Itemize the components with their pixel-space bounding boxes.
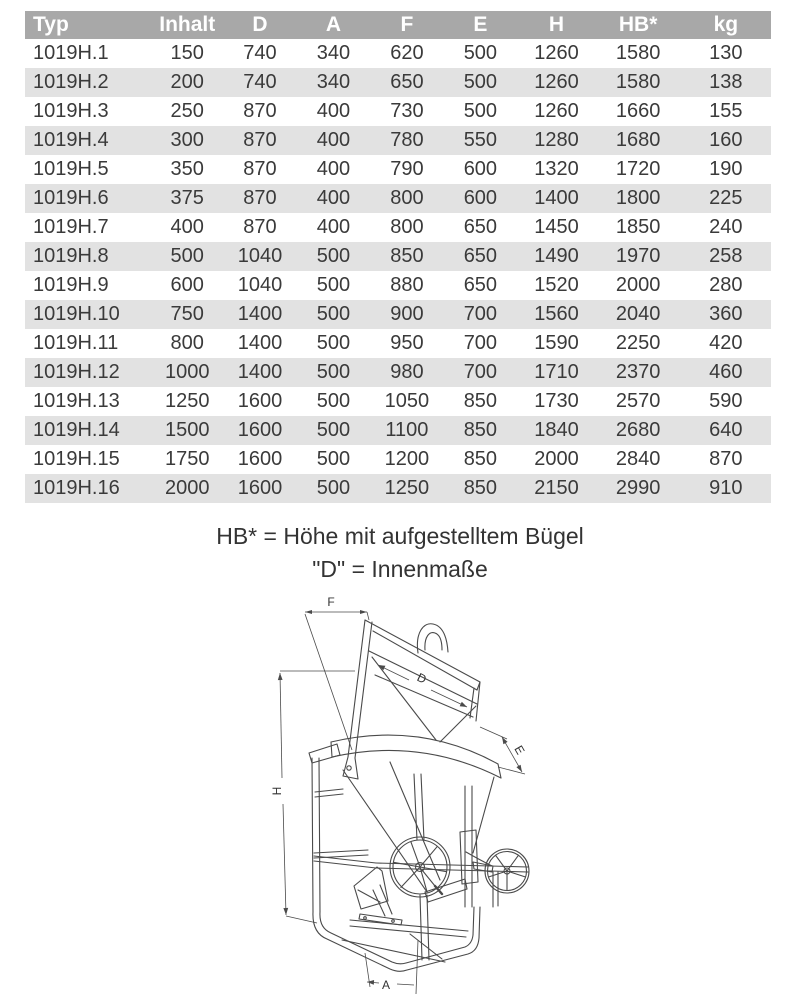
spec-table-section (25, 11, 771, 503)
table-cell: 2250 (615, 332, 661, 354)
table-cell: 500 (463, 42, 498, 64)
table-cell: 138 (709, 71, 743, 93)
table-cell: 1660 (615, 100, 661, 122)
cell-typ: 1019H.10 (33, 303, 120, 325)
table-cell: 780 (390, 129, 424, 151)
table-cell: 1750 (164, 448, 210, 470)
column-header-f: F (370, 11, 443, 39)
table-body (25, 39, 771, 503)
table-cell: 340 (316, 71, 351, 93)
table-cell: 750 (170, 303, 204, 325)
cell-typ: 1019H.3 (33, 100, 109, 122)
dim-label-d: D (414, 670, 429, 687)
cell-typ: 1019H.9 (33, 274, 109, 296)
table-cell: 1710 (534, 361, 579, 383)
table-cell: 1600 (237, 477, 283, 499)
table-cell: 420 (709, 332, 743, 354)
table-cell: 500 (316, 303, 351, 325)
table-cell: 1600 (237, 390, 283, 412)
table-cell: 1680 (615, 129, 661, 151)
table-cell: 700 (463, 303, 498, 325)
table-cell: 1400 (237, 303, 283, 325)
table-cell: 790 (390, 158, 424, 180)
cell-typ: 1019H.14 (33, 419, 120, 441)
table-cell: 1450 (534, 216, 579, 238)
table-cell: 2680 (615, 419, 661, 441)
table-row (25, 155, 771, 184)
dimension-lines (280, 612, 528, 994)
table-cell: 190 (709, 158, 743, 180)
column-header-typ: Typ (25, 11, 151, 39)
table-cell: 1840 (534, 419, 579, 441)
table-cell: 1040 (237, 245, 283, 267)
table-cell: 1000 (164, 361, 210, 383)
table-cell: 650 (390, 71, 424, 93)
table-cell: 650 (463, 274, 498, 296)
table-row (25, 213, 771, 242)
cell-typ: 1019H.16 (33, 477, 120, 499)
table-cell: 500 (170, 245, 204, 267)
table-cell: 1400 (534, 187, 579, 209)
table-cell: 910 (709, 477, 743, 499)
table-cell: 350 (170, 158, 204, 180)
table-cell: 460 (709, 361, 743, 383)
cell-typ: 1019H.11 (33, 332, 119, 354)
table-cell: 600 (170, 274, 204, 296)
table-cell: 400 (316, 158, 351, 180)
table-cell: 500 (316, 274, 351, 296)
spec-table (25, 11, 771, 503)
table-cell: 1850 (615, 216, 661, 238)
table-cell: 2840 (615, 448, 661, 470)
table-cell: 2990 (615, 477, 661, 499)
table-row (25, 445, 771, 474)
table-cell: 850 (463, 477, 498, 499)
table-cell: 550 (463, 129, 498, 151)
table-cell: 1250 (384, 477, 430, 499)
table-row (25, 474, 771, 503)
table-cell: 500 (316, 361, 351, 383)
table-cell: 1260 (534, 71, 579, 93)
table-cell: 1200 (384, 448, 430, 470)
table-cell: 300 (170, 129, 204, 151)
table-cell: 225 (709, 187, 743, 209)
cell-typ: 1019H.15 (33, 448, 120, 470)
column-header-a: A (297, 11, 371, 39)
bucket-drawing-svg (230, 590, 575, 1000)
table-cell: 850 (463, 419, 498, 441)
table-cell: 1250 (164, 390, 210, 412)
table-cell: 1560 (534, 303, 579, 325)
table-cell: 2570 (615, 390, 661, 412)
table-cell: 700 (463, 361, 498, 383)
table-cell: 640 (709, 419, 743, 441)
table-row (25, 68, 771, 97)
table-row (25, 358, 771, 387)
cell-typ: 1019H.12 (33, 361, 120, 383)
table-cell: 240 (709, 216, 743, 238)
table-row (25, 300, 771, 329)
table-cell: 700 (463, 332, 498, 354)
column-header-e: E (443, 11, 517, 39)
cell-typ: 1019H.5 (33, 158, 109, 180)
table-row (25, 184, 771, 213)
table-cell: 870 (243, 187, 277, 209)
table-cell: 1320 (534, 158, 579, 180)
table-cell: 650 (463, 245, 498, 267)
table-cell: 1490 (534, 245, 579, 267)
table-cell: 2000 (164, 477, 210, 499)
table-row (25, 39, 771, 68)
table-cell: 590 (709, 390, 743, 412)
cell-typ: 1019H.7 (33, 216, 109, 238)
table-cell: 1100 (385, 419, 429, 441)
table-cell: 2000 (534, 448, 579, 470)
table-cell: 1260 (534, 42, 579, 64)
column-header-d: D (223, 11, 296, 39)
table-cell: 500 (463, 71, 498, 93)
table-cell: 1730 (534, 390, 579, 412)
table-cell: 500 (316, 332, 351, 354)
table-cell: 1040 (237, 274, 283, 296)
footnote-hb: HB* = Höhe mit aufgestelltem Bügel (216, 523, 584, 549)
table-cell: 800 (390, 216, 424, 238)
table-cell: 1520 (534, 274, 579, 296)
table-cell: 620 (390, 42, 424, 64)
dim-label-h: H (270, 786, 284, 796)
table-cell: 1970 (615, 245, 661, 267)
table-cell: 740 (243, 71, 277, 93)
table-cell: 600 (463, 158, 498, 180)
dim-label-e: E (511, 743, 528, 757)
table-cell: 870 (243, 216, 277, 238)
table-cell: 870 (243, 100, 277, 122)
table-cell: 850 (390, 245, 424, 267)
column-header-kg: kg (681, 11, 771, 39)
dim-label-a: A (382, 978, 391, 992)
table-row (25, 126, 771, 155)
table-cell: 1600 (237, 448, 283, 470)
table-cell: 1590 (534, 332, 579, 354)
table-cell: 880 (390, 274, 424, 296)
table-cell: 600 (463, 187, 498, 209)
technical-drawing (230, 590, 575, 1000)
table-row (25, 329, 771, 358)
table-cell: 2150 (534, 477, 579, 499)
table-cell: 1050 (384, 390, 430, 412)
cell-typ: 1019H.8 (33, 245, 109, 267)
table-cell: 980 (390, 361, 424, 383)
table-cell: 800 (170, 332, 204, 354)
table-cell: 500 (316, 390, 351, 412)
table-cell: 280 (709, 274, 743, 296)
cell-typ: 1019H.1 (33, 42, 109, 64)
table-row (25, 242, 771, 271)
table-cell: 500 (316, 448, 351, 470)
table-cell: 730 (390, 100, 424, 122)
table-cell: 400 (316, 100, 351, 122)
footnotes (0, 520, 800, 586)
table-cell: 870 (243, 158, 277, 180)
table-cell: 1800 (615, 187, 661, 209)
table-header-row (25, 11, 771, 39)
footnote-d: "D" = Innenmaße (312, 556, 488, 582)
table-cell: 1400 (237, 332, 283, 354)
table-cell: 375 (170, 187, 204, 209)
table-cell: 740 (243, 42, 277, 64)
table-cell: 870 (243, 129, 277, 151)
cell-typ: 1019H.13 (33, 390, 120, 412)
table-cell: 400 (170, 216, 204, 238)
table-cell: 2040 (615, 303, 661, 325)
table-cell: 500 (316, 245, 351, 267)
table-cell: 500 (316, 419, 351, 441)
table-cell: 200 (170, 71, 204, 93)
table-cell: 1580 (615, 71, 661, 93)
table-cell: 250 (170, 100, 204, 122)
handwheel-large (390, 837, 450, 897)
table-cell: 1500 (164, 419, 210, 441)
table-cell: 340 (316, 42, 351, 64)
column-header-inhalt: Inhalt (151, 11, 223, 39)
table-cell: 1720 (615, 158, 661, 180)
table-cell: 1600 (237, 419, 283, 441)
table-cell: 900 (390, 303, 424, 325)
table-cell: 850 (463, 390, 498, 412)
table-cell: 850 (463, 448, 498, 470)
table-cell: 1260 (534, 100, 579, 122)
table-cell: 1400 (237, 361, 283, 383)
table-cell: 150 (170, 42, 204, 64)
table-cell: 400 (316, 129, 351, 151)
table-cell: 400 (316, 187, 351, 209)
dim-label-f: F (327, 595, 335, 609)
table-cell: 160 (709, 129, 743, 151)
table-cell: 2370 (615, 361, 661, 383)
table-cell: 1580 (615, 42, 661, 64)
table-cell: 650 (463, 216, 498, 238)
table-cell: 800 (390, 187, 424, 209)
cell-typ: 1019H.6 (33, 187, 109, 209)
table-row (25, 271, 771, 300)
cell-typ: 1019H.2 (33, 71, 109, 93)
column-header-h: H (517, 11, 595, 39)
table-cell: 500 (463, 100, 498, 122)
table-cell: 2000 (615, 274, 661, 296)
cell-typ: 1019H.4 (33, 129, 109, 151)
table-cell: 500 (316, 477, 351, 499)
table-cell: 130 (709, 42, 743, 64)
table-row (25, 387, 771, 416)
table-cell: 258 (709, 245, 743, 267)
column-header-hb: HB* (596, 11, 681, 39)
table-cell: 400 (316, 216, 351, 238)
table-cell: 155 (709, 100, 743, 122)
table-cell: 950 (390, 332, 424, 354)
table-cell: 870 (709, 448, 743, 470)
table-row (25, 97, 771, 126)
table-row (25, 416, 771, 445)
table-cell: 360 (709, 303, 743, 325)
table-cell: 1280 (534, 129, 579, 151)
